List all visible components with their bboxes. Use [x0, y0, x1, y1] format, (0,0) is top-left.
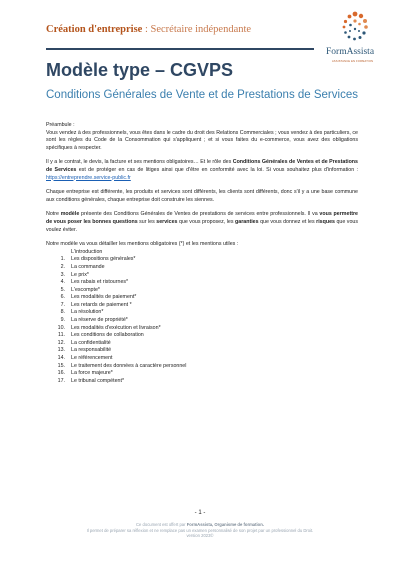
- list-item-label: Les retards de paiement *: [71, 301, 132, 308]
- list-item-number: 16.: [57, 370, 65, 377]
- list-intro-item: L'introduction: [71, 248, 103, 255]
- list-item-label: La responsabilité: [71, 347, 112, 354]
- list-item-label: Les modalités d'exécution et livraison*: [71, 324, 161, 331]
- list-item: [46, 347, 358, 355]
- list-item-label: Le traitement des données à caractère personnel: [71, 362, 187, 369]
- model-bold-services: services: [156, 218, 178, 225]
- mentions-list: [46, 256, 358, 385]
- list-item-label: La réserve de propriété*: [71, 317, 128, 324]
- model-bold-questions: vous permettre de vous poser les bonnes questions: [46, 211, 358, 225]
- list-item-number: 6.: [60, 294, 65, 301]
- service-public-link[interactable]: https://entreprendre.service-public.fr: [46, 174, 131, 181]
- list-item-number: 1.: [60, 256, 65, 263]
- list-item: [46, 340, 358, 348]
- list-item-label: Le tribunal compétent*: [71, 377, 125, 384]
- list-item: [46, 264, 358, 272]
- model-text-k: que vous voulez éviter.: [46, 218, 358, 233]
- list-item: [46, 294, 358, 302]
- list-item: [46, 317, 358, 325]
- model-bold-modele: modèle: [60, 211, 80, 218]
- cgv-role-paragraph: [46, 159, 358, 182]
- list-item-number: 3.: [60, 271, 65, 278]
- document-body: [46, 122, 358, 385]
- list-item: [46, 256, 358, 264]
- cgv-role-text: Il y a le contrat, le devis, la facture et ses mentions obligatoires… Et le rôle des: [46, 159, 233, 166]
- model-text-e: sur les: [137, 218, 157, 225]
- formassista-logo: [326, 10, 376, 68]
- list-item-number: 13.: [57, 347, 65, 354]
- list-item-label: La force majeure*: [71, 370, 113, 377]
- header-brand-light: : Secrétaire indépendante: [142, 24, 252, 35]
- list-item: [46, 302, 358, 310]
- list-item: [46, 363, 358, 371]
- cgv-role-text-2: est de protéger en cas de litiges ainsi que d'être en conformité avec la loi. Si vous souhaitez plus d'information :: [76, 166, 358, 173]
- header-brand: [46, 24, 251, 35]
- footer-line-3: version 2023©: [186, 533, 214, 539]
- list-item: [46, 309, 358, 317]
- list-item-number: 11.: [58, 332, 65, 339]
- document-subtitle: Conditions Générales de Vente et de Prestations de Services: [46, 89, 358, 101]
- list-item-number: 4.: [60, 279, 65, 286]
- preamble-paragraph: Vous vendez à des professionnels, vous êtes dans le cadre du droit des Relations Commerciales ; vous vendez à des particuliers, ce sont les règles du Code de la Consommation qui s'appliquent ; et si vous faites du e-commerce, vous avez des obligations spécifiques à respecter.: [46, 129, 358, 151]
- footer-offered-text: Ce document est offert par: [136, 522, 187, 527]
- list-item: [46, 355, 358, 363]
- footer-org-name: FormAssista, Organisme de formation.: [186, 522, 264, 527]
- list-item-label: Les conditions de collaboration: [71, 332, 144, 339]
- preamble-heading: Préambule :: [46, 122, 75, 128]
- list-item-number: 5.: [60, 286, 65, 293]
- logo-dots-icon: [340, 10, 370, 46]
- list-item-number: 17.: [57, 377, 65, 384]
- list-item: [46, 325, 358, 333]
- list-item-number: 15.: [57, 362, 65, 369]
- list-item-label: Les dispositions générales*: [71, 256, 136, 263]
- list-item-label: Le référencement: [71, 355, 113, 362]
- list-item-label: Le prix*: [71, 271, 89, 278]
- list-item-label: La commande: [71, 263, 105, 270]
- list-item-label: L'escompte*: [71, 286, 100, 293]
- model-text-a: Notre: [46, 211, 61, 218]
- list-item: [46, 279, 358, 287]
- model-paragraph: [46, 211, 358, 234]
- list-item-number: 12.: [57, 339, 65, 346]
- list-item: [46, 332, 358, 340]
- footer: [20, 522, 380, 539]
- header-rule: [46, 48, 314, 50]
- model-text-g: que vous proposez, les: [177, 218, 236, 225]
- list-item-number: 14.: [57, 355, 65, 362]
- list-item-label: La confidentialité: [71, 339, 111, 346]
- model-bold-garanties: garanties: [235, 218, 259, 225]
- document-title: Modèle type – CGVPS: [46, 60, 234, 80]
- list-item-number: 9.: [60, 317, 65, 324]
- list-item-number: 7.: [60, 301, 65, 308]
- list-item: [46, 378, 358, 386]
- list-item-label: Les rabais et ristournes*: [71, 279, 129, 286]
- list-item-label: Les modalités de paiement*: [71, 294, 137, 301]
- model-text-i: que vous donnez et les: [258, 218, 317, 225]
- logo-tagline: ASSISTANCE EN FORMATION: [332, 60, 374, 63]
- list-item: [46, 370, 358, 378]
- list-item: [46, 272, 358, 280]
- model-text-c: présente des Conditions Générales de Ventes de prestations de services entre professionnels. Il va: [79, 211, 320, 218]
- list-item-label: La résolution*: [71, 309, 104, 316]
- footer-line-2: Il permet de préparer sa réflexion et ne remplace pas un examen personnalisé de son projet par un professionnel du Droit.: [86, 527, 314, 533]
- list-item-number: 8.: [60, 309, 65, 316]
- cgv-role-bold: Conditions Générales de Ventes et de Prestations de Services: [46, 159, 358, 173]
- list-item-number: 2.: [60, 263, 65, 270]
- mentions-paragraph: Notre modèle va vous détailler les mentions obligatoires (*) et les mentions utiles :: [46, 241, 239, 248]
- model-bold-risques: risques: [316, 218, 335, 225]
- header-brand-strong: Création d'entreprise: [46, 24, 143, 35]
- business-paragraph: Chaque entreprise est différente, les produits et services sont différents, les clients sont différents, donc s'il y a une base commune aux conditions générales, chaque entreprise doit construire les siennes.: [46, 189, 358, 203]
- list-item: [46, 287, 358, 295]
- list-item-number: 10.: [57, 324, 65, 331]
- logo-name: FormAssista: [326, 47, 375, 57]
- page-number: - 1 -: [194, 510, 206, 516]
